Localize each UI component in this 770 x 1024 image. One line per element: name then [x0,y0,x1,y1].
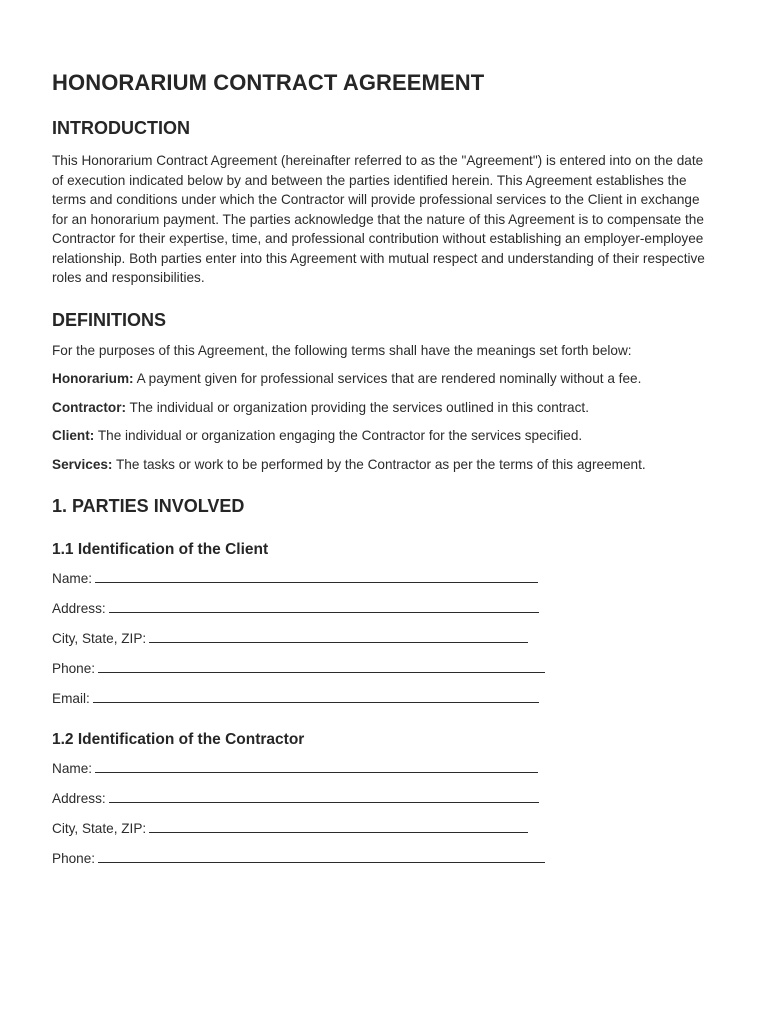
contractor-phone-blank[interactable] [98,848,545,863]
field-label: Phone: [52,661,96,676]
introduction-text: This Honorarium Contract Agreement (hereinafter referred to as the "Agreement") is entered into on the date of execution indicated below by and between the parties identified herein. This Agreement establishes the terms and conditions under which the Contractor will provide professional services to the Client in exchange for an honorarium payment. The parties acknowledge that the nature of this Agreement is to compensate the Contractor for their expertise, time, and professional contribution without establishing an employer-employee relationship. Both parties enter into this Agreement with mutual respect and understanding of their respective roles and responsibilities. [52,153,705,285]
definition-text: A payment given for professional services that are rendered nominally without a fee. [133,371,642,386]
client-email-blank[interactable] [93,688,539,703]
contractor-name-field [52,758,718,779]
definition-term: Contractor: [52,399,127,415]
definitions-heading: DEFINITIONS [52,309,167,330]
field-label: Address: [52,790,106,806]
field-label: Phone: [52,850,96,866]
definition-term: Services: [52,456,113,472]
contractor-address-field [52,788,718,809]
contractor-city-state-zip-blank[interactable] [149,818,528,833]
definition-term: Honorarium: [52,371,134,386]
document-title: HONORARIUM CONTRACT AGREEMENT [52,70,485,95]
parties-heading: 1. PARTIES INVOLVED [52,496,245,516]
client-email-field [52,688,718,709]
field-label: Address: [52,601,106,616]
contractor-identification-heading: 1.2 Identification of the Contractor [52,730,305,748]
introduction-heading: INTRODUCTION [52,118,190,138]
contractor-address-blank[interactable] [109,788,539,803]
client-city-state-zip-blank[interactable] [149,628,528,643]
definitions-lead: For the purposes of this Agreement, the following terms shall have the meanings set forth below: [52,342,632,358]
field-label: City, State, ZIP: [52,820,147,836]
definition-text: The individual or organization engaging the Contractor for the services specified. [94,428,583,443]
field-label: Name: [52,571,93,586]
client-name-field [52,568,718,589]
client-identification-heading: 1.1 Identification of the Client [52,541,269,558]
definition-text: The individual or organization providing the services outlined in this contract. [126,399,589,415]
definition-contractor [52,398,718,418]
definition-text: The tasks or work to be performed by the Contractor as per the terms of this agreement. [112,456,646,472]
client-name-blank[interactable] [95,568,538,583]
definition-services [52,455,718,475]
definition-term: Client: [52,428,95,443]
client-phone-blank[interactable] [98,658,545,673]
contractor-phone-field [52,848,718,869]
client-address-field [52,598,718,619]
definition-honorarium [52,369,718,389]
contractor-name-blank[interactable] [95,758,538,773]
definition-client [52,426,718,446]
field-label: Name: [52,760,93,776]
contractor-city-state-zip-field [52,818,718,839]
client-city-state-zip-field [52,628,718,649]
field-label: Email: [52,691,90,706]
client-phone-field [52,658,718,679]
field-label: City, State, ZIP: [52,631,147,646]
client-address-blank[interactable] [109,598,539,613]
